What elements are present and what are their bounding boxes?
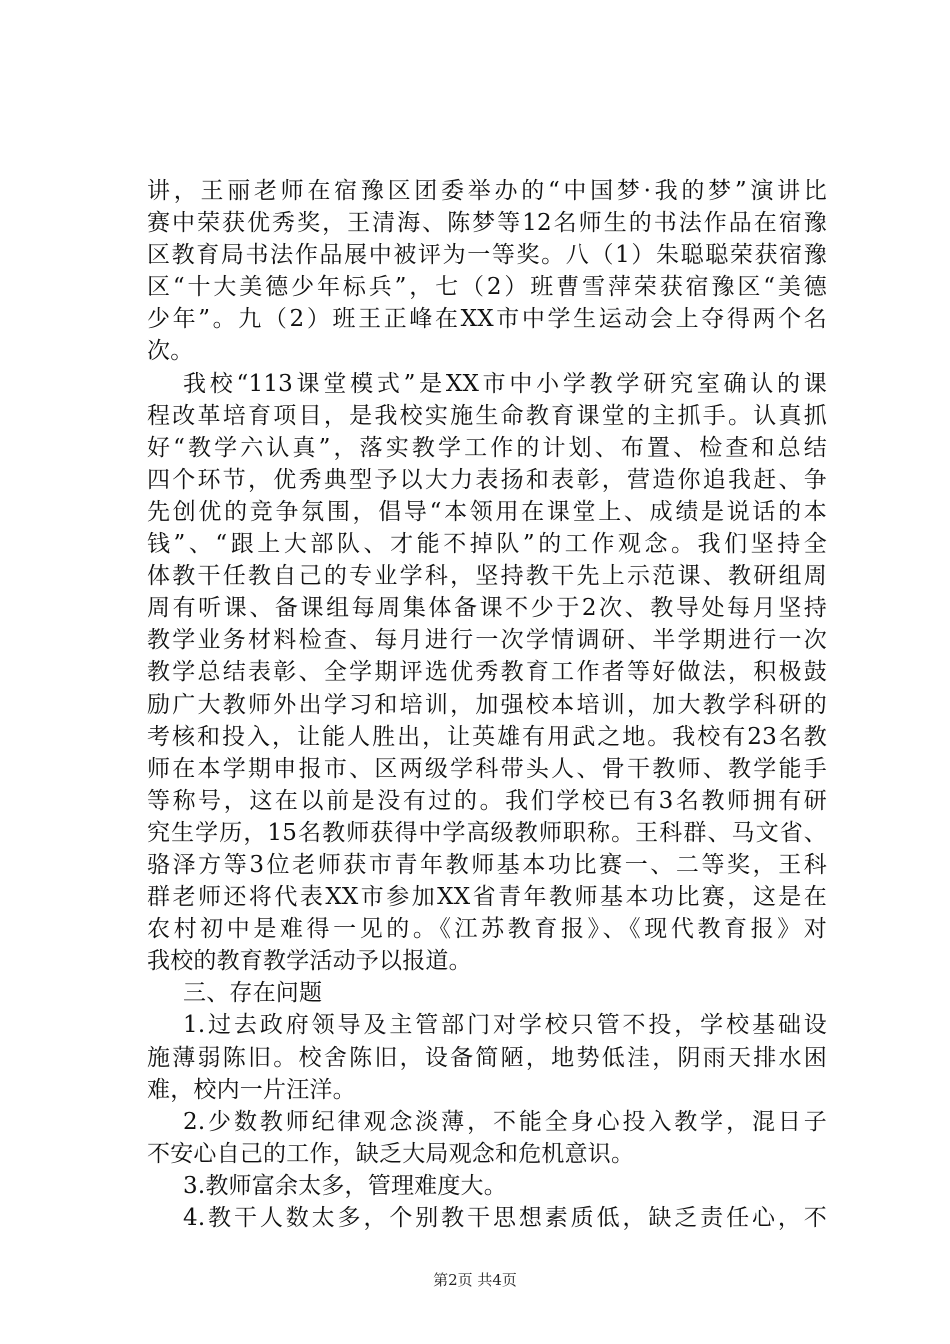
text-line: 施薄弱陈旧。校舍陈旧，设备简陋，地势低洼，阴雨天排水困 (147, 1044, 827, 1071)
text-line: 先创优的竞争氛围，倡导“本领用在课堂上、成绩是说话的本 (147, 498, 827, 525)
text-line: 教学总结表彰、全学期评选优秀教育工作者等好做法，积极鼓 (147, 659, 827, 686)
text-line: 钱”、“跟上大部队、才能不掉队”的工作观念。我们坚持全 (147, 531, 827, 558)
text-line: 程改革培育项目，是我校实施生命教育课堂的主抓手。认真抓 (147, 402, 827, 429)
text-line: 不安心自己的工作，缺乏大局观念和危机意识。 (147, 1140, 635, 1167)
text-line: 骆泽方等3位老师获市青年教师基本功比赛一、二等奖，王科 (147, 851, 827, 878)
page-footer: 第2页 共4页 (433, 1271, 517, 1289)
list-item-first-line: 1.过去政府领导及主管部门对学校只管不投，学校基础设 (183, 1012, 827, 1039)
text-line: 教学业务材料检查、每月进行一次学情调研、半学期进行一次 (147, 627, 827, 654)
list-item-first-line: 2.少数教师纪律观念淡薄，不能全身心投入教学，混日子 (183, 1108, 827, 1135)
text-line: 考核和投入，让能人胜出，让英雄有用武之地。我校有23名教 (147, 723, 827, 750)
text-line: 好“教学六认真”，落实教学工作的计划、布置、检查和总结 (147, 434, 827, 461)
text-line: 群老师还将代表XX市参加XX省青年教师基本功比赛，这是在 (147, 884, 827, 911)
text-line: 究生学历，15名教师获得中学高级教师职称。王科群、马文省、 (147, 819, 827, 846)
text-line: 赛中荣获优秀奖，王清海、陈梦等12名师生的书法作品在宿豫 (147, 210, 827, 237)
text-line: 区教育局书法作品展中被评为一等奖。八（1）朱聪聪荣获宿豫 (147, 242, 827, 269)
text-line: 体教干任教自己的专业学科，坚持教干先上示范课、教研组周 (147, 563, 827, 590)
document-body (147, 175, 827, 1234)
text-line: 师在本学期申报市、区两级学科带头人、骨干教师、教学能手 (147, 755, 827, 782)
list-item-first-line: 4.教干人数太多，个别教干思想素质低，缺乏责任心，不 (183, 1205, 827, 1231)
text-line: 等称号，这在以前是没有过的。我们学校已有3名教师拥有研 (147, 787, 827, 814)
text-line: 励广大教师外出学习和培训，加强校本培训，加大教学科研的 (147, 691, 827, 718)
list-item-first-line: 3.教师富余太多，管理难度大。 (183, 1172, 507, 1199)
text-line: 周有听课、备课组每周集体备课不少于2次、教导处每月坚持 (147, 595, 827, 622)
section-heading: 三、存在问题 (183, 980, 323, 1007)
text-line: 次。 (147, 338, 194, 365)
text-line: 区“十大美德少年标兵”，七（2）班曹雪萍荣获宿豫区“美德 (147, 274, 827, 301)
text-line: 我校的教育教学活动予以报道。 (147, 948, 472, 975)
text-line: 四个环节，优秀典型予以大力表扬和表彰，营造你追我赶、争 (147, 466, 827, 493)
text-line: 农村初中是难得一见的。《江苏教育报》、《现代教育报》对 (147, 916, 827, 943)
text-line: 难，校内一片汪洋。 (147, 1076, 356, 1103)
text-line: 讲，王丽老师在宿豫区团委举办的“中国梦·我的梦”演讲比 (147, 178, 827, 204)
text-line: 少年”。九（2）班王正峰在XX市中学生运动会上夺得两个名 (147, 306, 827, 333)
paragraph-first-line: 我校“113课堂模式”是XX市中小学教学研究室确认的课 (183, 370, 827, 397)
